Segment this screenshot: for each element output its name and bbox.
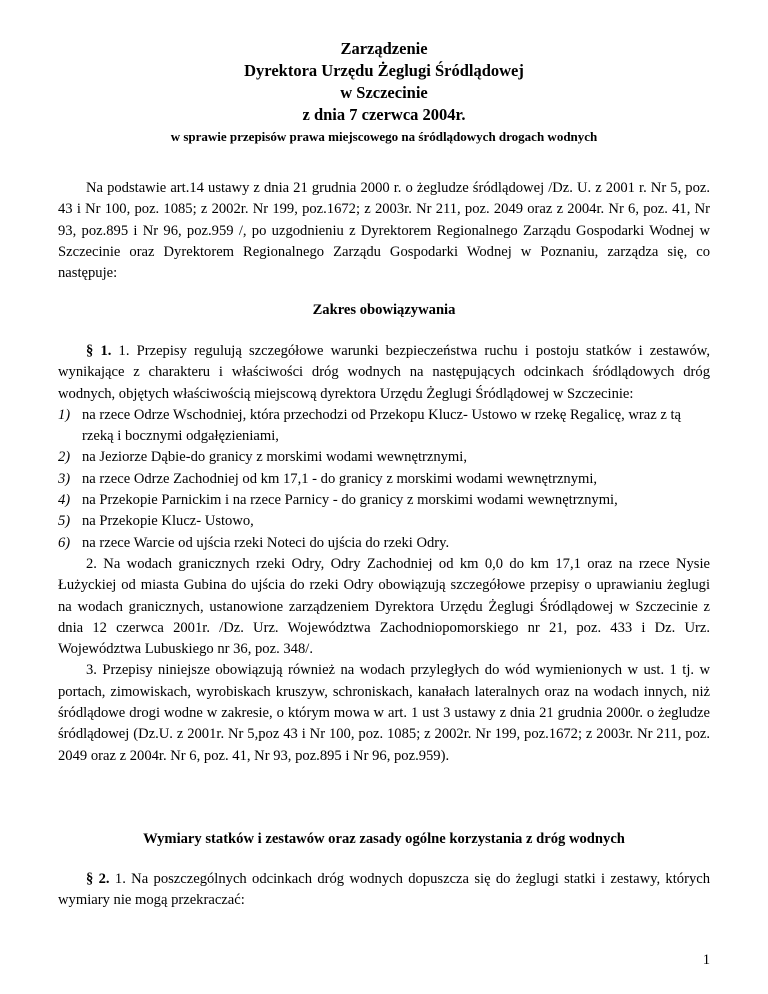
section-2-paragraph-1 [58, 869, 710, 912]
section-heading-dimensions: Wymiary statków i zestawów oraz zasady ogólne korzystania z dróg wodnych [143, 831, 625, 847]
document-subtitle: w sprawie przepisów prawa miejscowego na śródlądowych drogach wodnych [170, 129, 598, 144]
title-line-2: Dyrektora Urzędu Żeglugi Śródlądowej [244, 61, 524, 80]
list-item-text: na Jeziorze Dąbie-do granicy z morskimi wodami wewnętrznymi, [82, 449, 467, 466]
title-line-1: Zarządzenie [340, 39, 428, 58]
page-number: 1 [702, 952, 710, 968]
list-item-number: 6) [58, 534, 71, 551]
list-item-text: na rzece Odrze Zachodniej od km 17,1 - do granicy z morskimi wodami wewnętrznymi, [82, 470, 598, 487]
section-1-paragraph-3: 3. Przepisy niniejsze obowiązują również na wodach przyległych do wód wymienionych w ust. 1 tj. w portach, zimowiskach, wyrobiskach kruszyw, schroniskach, kanałach lateralnych oraz na wodach innych, niż śródlądowe drogi wodne w zakresie, o którym mowa w art. 1 ust 3 ustawy z dnia 21 grudnia 2000r. o żegludze śródlądowej (Dz.U. z 2001r. Nr 5,poz 43 i Nr 100, poz. 1085; z 2002r. Nr 199, poz.1672; z 2003r. Nr 211, poz. 2049 oraz z 2004r. Nr 6, poz. 41, Nr 93, poz.895 i Nr 96, poz.959). [58, 662, 710, 764]
section-2 [58, 869, 710, 912]
list-item-number: 4) [58, 492, 71, 509]
paragraph-symbol-2: § 2. [86, 871, 110, 887]
list-item-number: 3) [58, 470, 71, 487]
list-item-text: na rzece Odrze Wschodniej, która przechodzi od Przekopu Klucz- Ustowo w rzekę Regalicę, wraz z tą rzeką i bocznymi odgałęzieniami, [82, 406, 682, 445]
list-item [58, 469, 710, 490]
list-item [58, 511, 710, 532]
section-1 [58, 341, 710, 767]
list-item [58, 490, 710, 511]
waterway-list [58, 405, 710, 554]
list-item [58, 533, 710, 554]
intro-paragraph [58, 178, 710, 284]
list-item [58, 447, 710, 468]
list-item-number: 2) [58, 449, 71, 466]
list-item-text: na Przekopie Klucz- Ustowo, [82, 513, 254, 530]
section-2-paragraph-1-text: 1. Na poszczególnych odcinkach dróg wodnych dopuszcza się do żeglugi statki i zestawy, których wymiary nie mogą przekraczać: [58, 871, 711, 909]
title-line-3: w Szczecinie [340, 83, 428, 102]
section-heading-scope: Zakres obowiązywania [312, 302, 456, 318]
intro-text: Na podstawie art.14 ustawy z dnia 21 grudnia 2000 r. o żegludze śródlądowej /Dz. U. z 2001 r. Nr 5, poz. 43 i Nr 100, poz. 1085; z 2002r. Nr 199, poz.1672; z 2003r. Nr 211, poz. 2049 oraz z 2004r. Nr 6, poz. 41, Nr 93, poz.895 i Nr 96, poz.959 /, po uzgodnieniu z Dyrektorem Regionalnego Zarządu Gospodarki Wodnej w Szczecinie oraz Dyrektorem Regionalnego Zarządu Gospodarki Wodnej w Poznaniu, zarządza się, co następuje: [58, 180, 710, 282]
list-item-text: na rzece Warcie od ujścia rzeki Noteci do ujścia do rzeki Odry. [82, 534, 450, 551]
document-title [0, 38, 768, 147]
section-1-paragraph-1 [58, 341, 710, 405]
list-item-text: na Przekopie Parnickim i na rzece Parnicy - do granicy z morskimi wodami wewnętrznymi, [82, 492, 618, 509]
section-1-paragraph-1-text: 1. Przepisy regulują szczegółowe warunki bezpieczeństwa ruchu i postoju statków i zestawów, wynikające z charakteru i właściwości dróg wodnych na następujących odcinkach śródlądowych dróg wodnych, objętych właściwością miejscową dyrektora Urzędu Żeglugi Śródlądowej w Szczecinie: [58, 343, 711, 402]
list-item-number: 5) [58, 513, 71, 530]
list-item-number: 1) [58, 406, 71, 423]
title-line-4: z dnia 7 czerwca 2004r. [302, 105, 466, 124]
section-1-paragraph-2: 2. Na wodach granicznych rzeki Odry, Odry Zachodniej od km 0,0 do km 17,1 oraz na rzece Nysie Łużyckiej od miasta Gubina do ujścia do rzeki Odry obowiązują szczegółowe przepisy o uprawianiu żeglugi na wodach granicznych, ustanowione zarządzeniem Dyrektora Urzędu Żeglugi Śródlądowej w Szczecinie z dnia 12 czerwca 2001r. /Dz. Urz. Województwa Zachodniopomorskiego nr 21, poz. 433 i Dz. Urz. Województwa Lubuskiego nr 36, poz. 348/. [58, 555, 710, 658]
list-item [58, 405, 710, 448]
paragraph-symbol-1: § 1. [86, 343, 112, 359]
